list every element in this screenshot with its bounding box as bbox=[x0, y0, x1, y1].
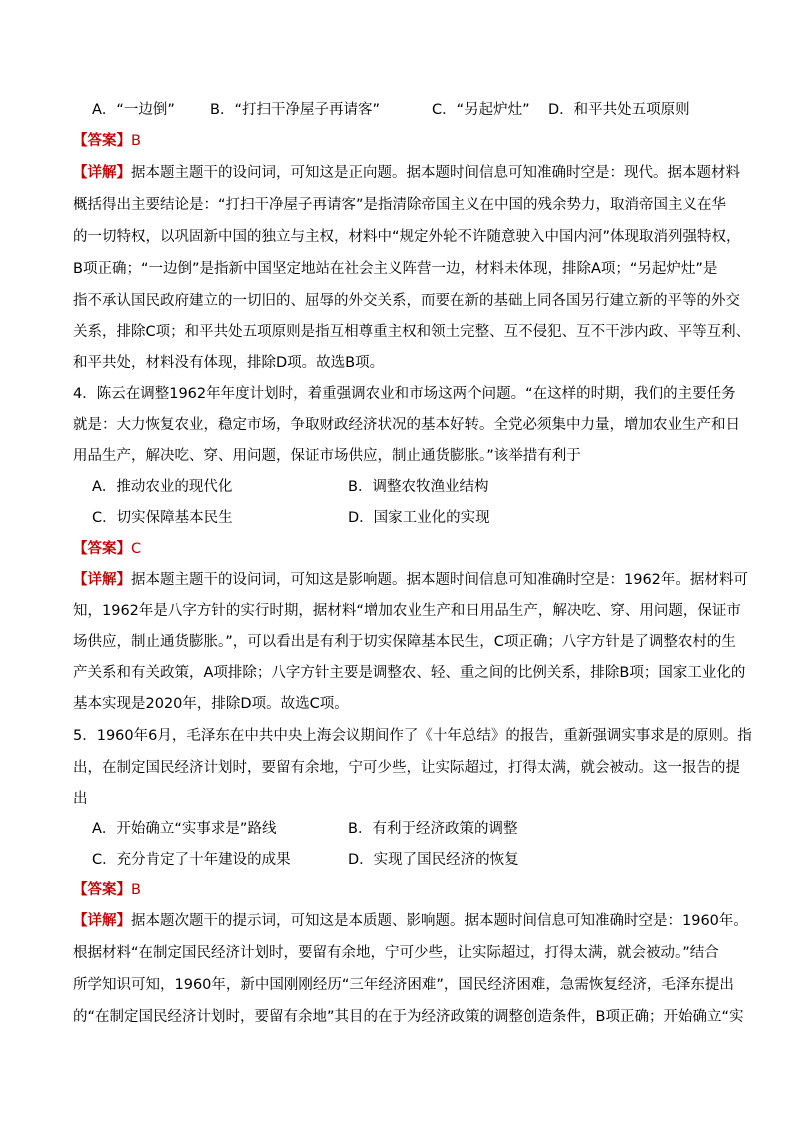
q5-choice-c: C．充分肯定了十年建设的成果 bbox=[92, 852, 291, 868]
q4-choice-c: C．切实保障基本民生 bbox=[92, 510, 233, 526]
q4-choice-a: A．推动农业的现代化 bbox=[92, 479, 233, 495]
q4-stem-line-1: 4．陈云在调整1962年年度计划时，着重强调农业和市场这两个问题。“在这样的时期，我们的主要任务 bbox=[73, 386, 736, 402]
q5-answer: 【答案】B bbox=[73, 882, 141, 898]
q5-choice-b: B．有利于经济政策的调整 bbox=[348, 821, 518, 837]
q5-detail-line-1: 【详解】据本题次题干的提示词，可知这是本质题、影响题。据本题时间信息可知准确时空是：1960年。 bbox=[73, 913, 748, 929]
q5-detail-line-2: 根据材料“在制定国民经济计划时，要留有余地，宁可少些，让实际超过，打得太满，就会被动。”结合 bbox=[73, 945, 719, 961]
q4-stem-line-2: 就是：大力恢复农业，稳定市场，争取财政经济状况的基本好转。全党必须集中力量，增加农业生产和日 bbox=[73, 417, 740, 433]
q5-stem-line-2: 出，在制定国民经济计划时，要留有余地，宁可少些，让实际超过，打得太满，就会被动。这一报告的提 bbox=[73, 760, 740, 776]
q4-answer: 【答案】C bbox=[73, 541, 142, 557]
q3-answer bbox=[73, 131, 141, 151]
q3-choice-b: B．“打扫干净屋子再请客” bbox=[210, 102, 380, 118]
q3-detail-line-2: 概括得出主要结论是：“打扫干净屋子再请客”是指清除帝国主义在中国的残余势力，取消帝国主义在华 bbox=[73, 197, 727, 213]
q3-choice-a: A．“一边倒” bbox=[92, 102, 175, 118]
q4-choice-b: B．调整农牧渔业结构 bbox=[348, 479, 489, 495]
answer-tag: 【答案】 bbox=[73, 133, 131, 149]
q3-detail-line-4: B项正确；“一边倒”是指新中国坚定地站在社会主义阵营一边，材料未体现，排除A项；“另起炉灶”是 bbox=[73, 261, 718, 277]
q3-detail-line-7: 和平共处，材料没有体现，排除D项。故选B项。 bbox=[73, 355, 385, 371]
q5-choice-a: A．开始确立“实事求是”路线 bbox=[92, 821, 277, 837]
q4-stem-line-3: 用品生产，解决吃、穿、用问题，保证市场供应，制止通货膨胀。”该举措有利于 bbox=[73, 448, 581, 464]
q4-detail-line-3: 场供应，制止通货膨胀。”，可以看出是有利于切实保障基本民生，C项正确；八字方针是了调整农村的生 bbox=[73, 634, 736, 650]
q3-detail-line-5: 指不承认国民政府建立的一切旧的、屈辱的外交关系，而要在新的基础上同各国另行建立新的平等的外交 bbox=[73, 293, 740, 309]
q3-choice-c: C．“另起炉灶” bbox=[432, 102, 530, 118]
q5-stem-line-1: 5．1960年6月，毛泽东在中共中央上海会议期间作了《十年总结》的报告，重新强调实事求是的原则。指 bbox=[73, 728, 752, 744]
q4-detail-line-4: 产关系和有关政策，A项排除；八字方针主要是调整农、轻、重之间的比例关系，排除B项；国家工业化的 bbox=[73, 665, 746, 681]
q4-detail-line-2: 知，1962年是八字方针的实行时期，据材料“增加农业生产和日用品生产，解决吃、穿、用问题，保证市 bbox=[73, 603, 741, 619]
q4-detail-line-5: 基本实现是2020年，排除D项。故选C项。 bbox=[73, 696, 349, 712]
q5-detail-line-3: 所学知识可知，1960年，新中国刚刚经历“三年经济困难”，国民经济困难，急需恢复经济，毛泽东提出 bbox=[73, 977, 734, 993]
q4-detail-line-1: 【详解】据本题主题干的设问词，可知这是影响题。据本题时间信息可知准确时空是：1962年。据材料可 bbox=[73, 572, 748, 588]
q3-detail-line-3: 的一切特权，以巩固新中国的独立与主权，材料中“规定外轮不许随意驶入中国内河”体现取消列强特权， bbox=[73, 229, 741, 245]
q5-stem-line-3: 出 bbox=[73, 791, 88, 807]
q3-detail-line-1: 【详解】据本题主题干的设问词，可知这是正向题。据本题时间信息可知准确时空是：现代。据本题材料 bbox=[73, 165, 740, 181]
q4-choice-d: D．国家工业化的实现 bbox=[348, 510, 490, 526]
q3-choice-d: D．和平共处五项原则 bbox=[548, 102, 690, 118]
q3-detail-line-6: 关系，排除C项；和平共处五项原则是指互相尊重主权和领土完整、互不侵犯、互不干涉内政、平等互利、 bbox=[73, 324, 751, 340]
detail-tag: 【详解】 bbox=[73, 165, 131, 181]
q5-detail-line-4: 的“在制定国民经济计划时，要留有余地”其目的在于为经济政策的调整创造条件，B项正确；开始确立“实 bbox=[73, 1009, 744, 1025]
q5-choice-d: D．实现了国民经济的恢复 bbox=[348, 852, 519, 868]
answer-value: B bbox=[131, 133, 141, 149]
